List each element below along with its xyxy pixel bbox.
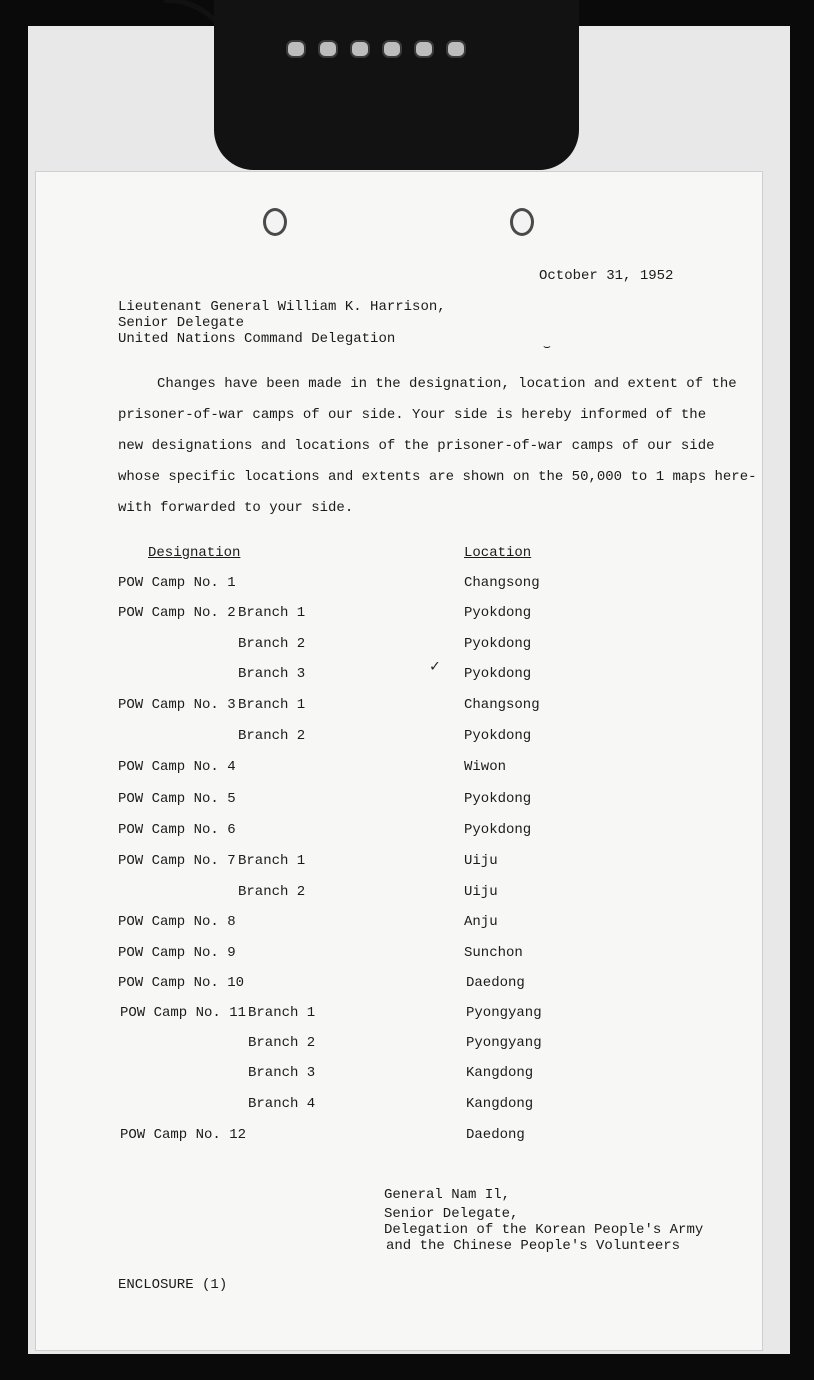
clip-hole xyxy=(414,40,434,58)
camp-branch: Branch 3 xyxy=(248,1065,316,1081)
camp-location: Pyongyang xyxy=(466,1005,542,1021)
camp-branch: Branch 2 xyxy=(238,884,306,900)
camp-location: Pyokdong xyxy=(464,791,532,807)
signature-line: and the Chinese People's Volunteers xyxy=(386,1238,681,1254)
camp-location: Uiju xyxy=(464,884,498,900)
camp-designation: POW Camp No. 10 xyxy=(118,975,245,991)
binder-clip xyxy=(214,0,579,170)
clip-hole xyxy=(350,40,370,58)
signature-line: General Nam Il, xyxy=(384,1187,511,1203)
camp-designation: POW Camp No. 8 xyxy=(118,914,236,930)
camp-branch: Branch 2 xyxy=(238,728,306,744)
camp-designation: POW Camp No. 12 xyxy=(120,1127,247,1143)
location-header: Location xyxy=(464,545,532,561)
clip-hole xyxy=(382,40,402,58)
camp-location: Kangdong xyxy=(466,1096,534,1112)
camp-designation: POW Camp No. 7 xyxy=(118,853,236,869)
punch-hole xyxy=(263,208,287,236)
camp-location: Pyokdong xyxy=(464,728,532,744)
camp-designation: POW Camp No. 3 xyxy=(118,697,236,713)
camp-location: Changsong xyxy=(464,575,540,591)
camp-location: Sunchon xyxy=(464,945,523,961)
camp-branch: Branch 1 xyxy=(238,605,306,621)
body-line: with forwarded to your side. xyxy=(118,500,354,516)
camp-location: Daedong xyxy=(466,975,525,991)
camp-branch: Branch 2 xyxy=(238,636,306,652)
camp-location: Anju xyxy=(464,914,498,930)
camp-designation: POW Camp No. 2 xyxy=(118,605,236,621)
camp-branch: Branch 4 xyxy=(248,1096,316,1112)
camp-designation: POW Camp No. 11 xyxy=(120,1005,247,1021)
punch-hole xyxy=(510,208,534,236)
camp-location: Pyongyang xyxy=(466,1035,542,1051)
camp-location: Pyokdong xyxy=(464,822,532,838)
camp-branch: Branch 3 xyxy=(238,666,306,682)
body-line: whose specific locations and extents are shown on the 50,000 to 1 maps here- xyxy=(118,469,757,485)
camp-location: Pyokdong xyxy=(464,605,532,621)
camp-location: Daedong xyxy=(466,1127,525,1143)
camp-branch: Branch 1 xyxy=(238,697,306,713)
designation-header: Designation xyxy=(148,545,241,561)
camp-designation: POW Camp No. 5 xyxy=(118,791,236,807)
camp-branch: Branch 1 xyxy=(238,853,306,869)
camp-location: Uiju xyxy=(464,853,498,869)
camp-location: Pyokdong xyxy=(464,666,532,682)
body-line: Changes have been made in the designation, location and extent of the xyxy=(157,376,737,392)
camp-location: Changsong xyxy=(464,697,540,713)
camp-designation: POW Camp No. 6 xyxy=(118,822,236,838)
clip-hole xyxy=(286,40,306,58)
camp-designation: POW Camp No. 1 xyxy=(118,575,236,591)
body-line: new designations and locations of the prisoner-of-war camps of our side xyxy=(118,438,715,454)
camp-designation: POW Camp No. 9 xyxy=(118,945,236,961)
clip-hole xyxy=(318,40,338,58)
letter-date: October 31, 1952 xyxy=(539,268,674,284)
camp-branch: Branch 1 xyxy=(248,1005,316,1021)
body-line: prisoner-of-war camps of our side. Your side is hereby informed of the xyxy=(118,407,707,423)
camp-designation: POW Camp No. 4 xyxy=(118,759,236,775)
camp-branch: Branch 2 xyxy=(248,1035,316,1051)
addressee-line: Senior Delegate xyxy=(118,315,245,331)
camp-location: Wiwon xyxy=(464,759,507,775)
clip-hole xyxy=(446,40,466,58)
signature-line: Senior Delegate, xyxy=(384,1206,519,1222)
addressee-line: United Nations Command Delegation xyxy=(118,331,396,347)
enclosure-note: ENCLOSURE (1) xyxy=(118,1277,228,1293)
check-mark-icon: ✓ xyxy=(430,658,440,676)
camp-location: Pyokdong xyxy=(464,636,532,652)
addressee-line: Lieutenant General William K. Harrison, xyxy=(118,299,446,315)
pen-mark-icon: ⌣ xyxy=(543,340,551,354)
camp-location: Kangdong xyxy=(466,1065,534,1081)
signature-line: Delegation of the Korean People's Army xyxy=(384,1222,704,1238)
